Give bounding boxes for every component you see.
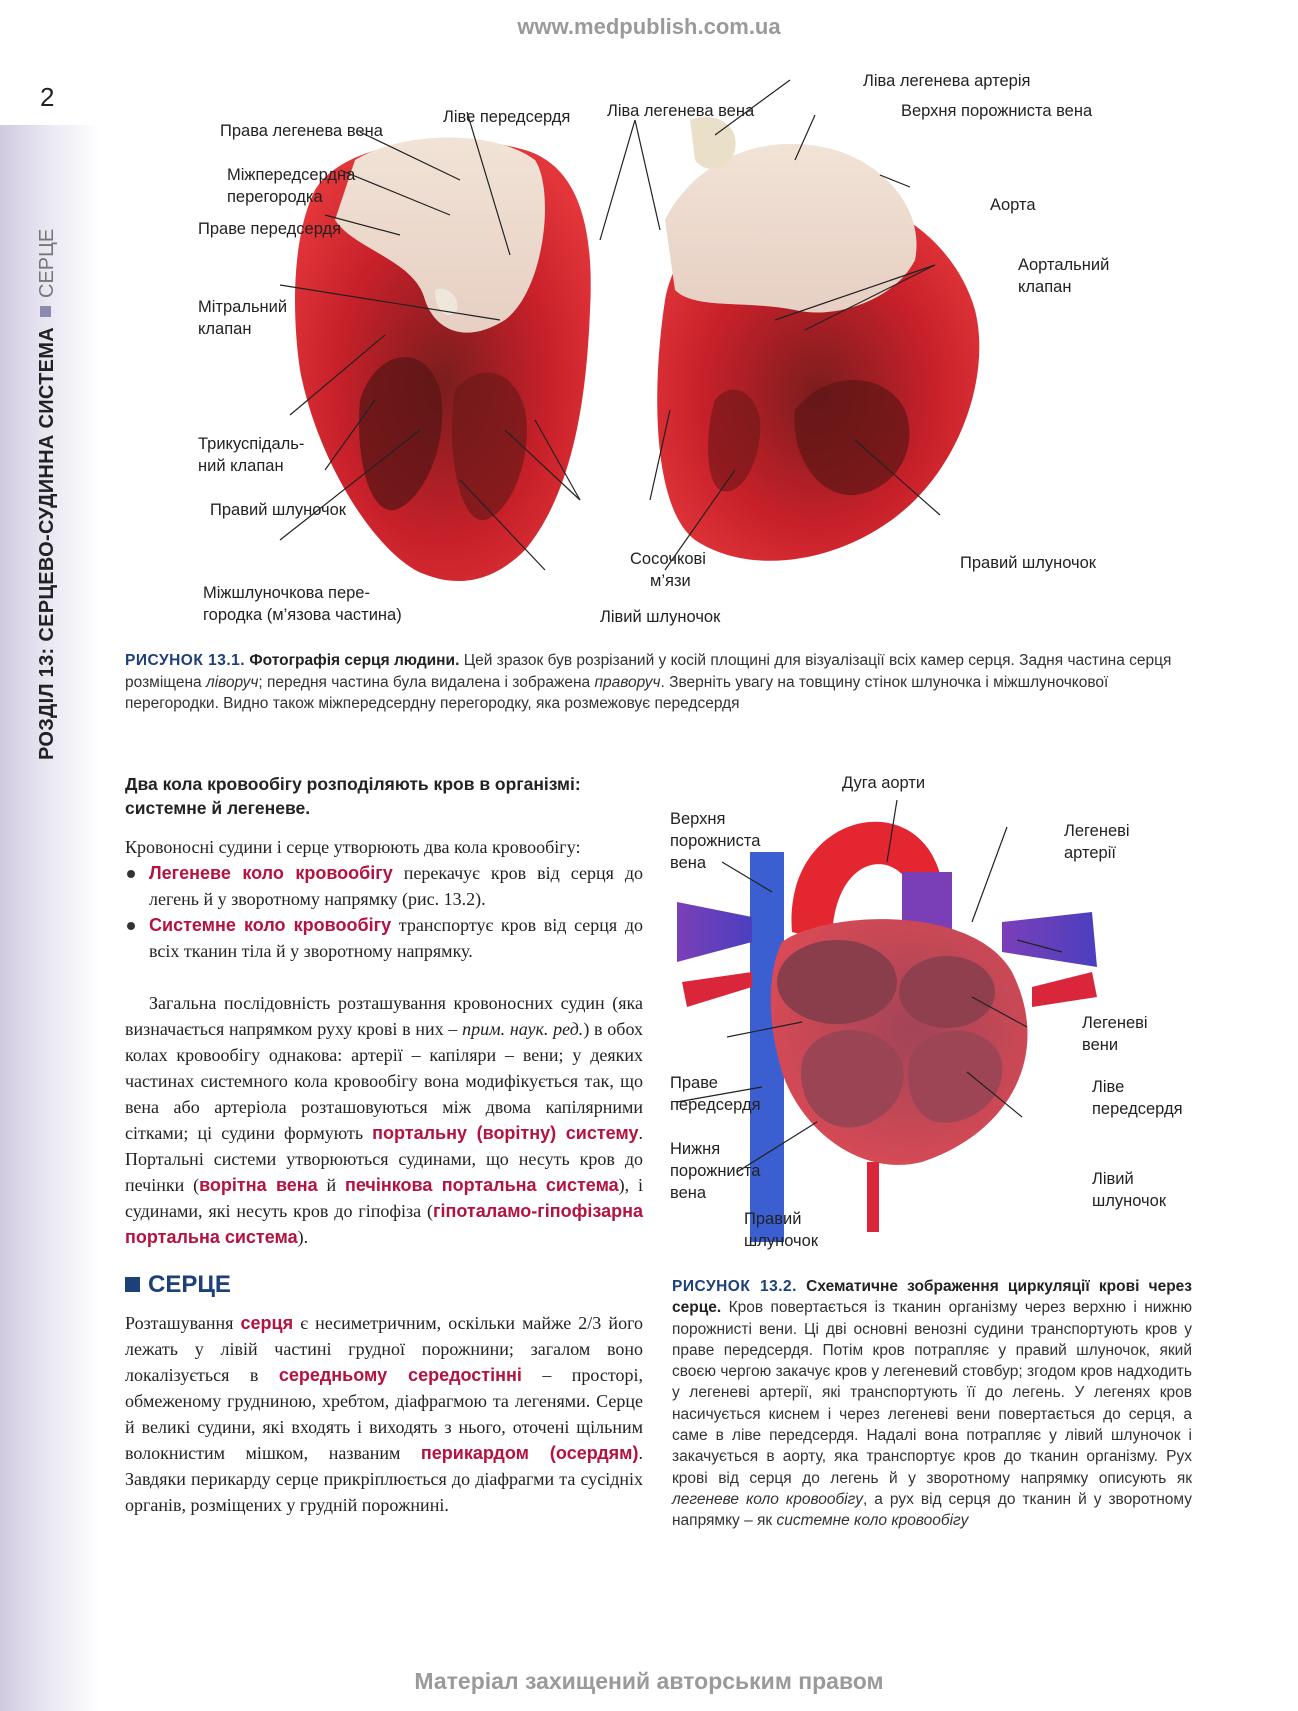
label-left-pulmonary-vein: Ліва легенева вена <box>607 102 755 120</box>
label-right-atrium: Праве передсердя <box>198 220 342 238</box>
label-right-atrium-2: Праве передсердя <box>670 1074 761 1114</box>
header-square-icon <box>40 306 51 317</box>
label-left-ventricle: Лівий шлуночок <box>600 608 721 626</box>
label-pulmonary-arteries: Легеневі артерії <box>1064 822 1130 862</box>
running-header-section: СЕРЦЕ <box>36 228 58 298</box>
label-inferior-vena-cava: Нижня порожниста вена <box>670 1140 761 1202</box>
label-right-pulmonary-vein: Права легенева вена <box>220 122 383 140</box>
label-mitral-valve: Мітральний клапан <box>198 298 288 338</box>
intro-paragraph: Кровоносні судини і серце утворюють два кола кровообігу: <box>125 837 581 857</box>
watermark-bottom: Матеріал захищений авторським правом <box>414 1668 884 1694</box>
label-left-atrium-2: Ліве передсердя <box>1092 1078 1183 1118</box>
list-item: Легеневе коло кровообігу перекачує кров від серця до легень й у зворотному напрямку (рис. 13.2). <box>125 860 643 912</box>
main-text-column <box>125 772 643 1518</box>
label-left-atrium: Ліве передсердя <box>443 108 571 126</box>
label-left-pulmonary-artery: Ліва легенева артерія <box>863 72 1031 90</box>
label-interventricular-septum: Міжшлуночкова пере- городка (м’язова частина) <box>203 584 402 624</box>
figure-13-1 <box>195 70 1125 640</box>
heart-location-paragraph: Розташування серця є несиметричним, оскільки майже 2/3 його лежать у лівій частині грудної порожнини; загалом воно локалізується в середньому середостінні – просторі, обмеженому грудниною, хребтом, діафрагмою та легенями. Серце й великі судини, які входять і виходять з нього, оточені щільним волокнистим мішком, названим перикардом (осердям). Завдяки перикарду серце прикріплюється до діафрагми та сусідніх органів, розміщених у грудній порожнині. <box>125 1313 643 1515</box>
watermark-top: www.medpublish.com.ua <box>517 14 781 39</box>
label-left-ventricle-2: Лівий шлуночок <box>1092 1170 1167 1210</box>
figure-13-2 <box>672 772 1202 1252</box>
label-right-ventricle-right: Правий шлуночок <box>960 554 1097 572</box>
running-header-chapter: РОЗДІЛ 13: СЕРЦЕВО-СУДИННА СИСТЕМА <box>36 327 58 760</box>
subheading: Два кола кровообігу розподіляють кров в організмі: системне й легеневе. <box>125 774 581 818</box>
label-superior-vena-cava-2: Верхня порожниста вена <box>670 810 761 872</box>
label-interatrial-septum: Міжпередсердна перегородка <box>227 166 356 206</box>
label-aortic-arch: Дуга аорти <box>842 774 926 792</box>
page-number: 2 <box>40 82 55 112</box>
section-heading: СЕРЦЕ <box>125 1272 643 1298</box>
figure-13-2-caption: РИСУНОК 13.2. Схематичне зображення циркуляції крові через серце. Кров повертається із тканин організму через верхню і нижню порожнисті вени. Ці дві основні венозні судини транспортують кров у праве передсердя. Потім кров потрапляє у правий шлуночок, який своєю чергою закачує кров у легеневий стовбур; згодом кров надходить у легеневі артерії, які транспортують її до легень. У легенях кров насичується киснем і через легеневі вени повертається до серця, а саме в ліве передсердя. Надалі вона потрапляє у лівий шлуночок і закачується в аорту, яка транспортує кров до тканин організму. Рух крові від серця до легень й у зворотному напрямку описують як легеневе коло кровообігу, а рух від серця до тканин й у зворотному напрямку – як системне коло кровообігу <box>672 1278 1192 1530</box>
label-superior-vena-cava: Верхня порожниста вена <box>901 102 1093 120</box>
list-item: Системне коло кровообігу транспортує кров від серця до всіх тканин тіла й у зворотному напрямку. <box>125 912 643 964</box>
circulation-list <box>125 860 643 964</box>
label-right-ventricle-2: Правий шлуночок <box>744 1210 819 1250</box>
label-tricuspid-valve: Трикуспідаль- ний клапан <box>198 435 305 475</box>
label-aortic-valve: Аортальний клапан <box>1018 256 1110 296</box>
label-right-ventricle-left: Правий шлуночок <box>210 501 347 519</box>
running-header <box>36 220 64 760</box>
label-papillary-muscles: Сосочкові м’язи <box>630 550 706 590</box>
portal-system-paragraph: Загальна послідовність розташування кровоносних судин (яка визначається напрямком руху крові в них – прим. наук. ред.) в обох колах кровообігу однакова: артерії – капіляри – вени; у деяких частинах системного кола кровообігу вона модифікується так, що вена або артеріола розташовуються між двома капілярними сітками; ці судини формують портальну (ворітну) систему. Портальні системи утворюються судинами, що несуть кров до печінки (ворітна вена й печінкова портальна система), і судинами, які несуть кров до гіпофіза (гіпоталамо-гіпофізарна портальна система). <box>125 993 644 1247</box>
label-pulmonary-veins: Легеневі вени <box>1082 1014 1148 1054</box>
figure-13-1-caption: РИСУНОК 13.1. Фотографія серця людини. Цей зразок був розрізаний у косій площині для візуалізації всіх камер серця. Задня частина серця розміщена ліворуч; передня частина була видалена і зображена праворуч. Зверніть увагу на товщину стінок шлуночка і міжшлуночкової перегородки. Видно також міжпередсердну перегородку, яка розмежовує передсердя <box>125 652 1172 712</box>
section-square-icon <box>125 1277 140 1292</box>
label-aorta: Аорта <box>990 196 1036 214</box>
